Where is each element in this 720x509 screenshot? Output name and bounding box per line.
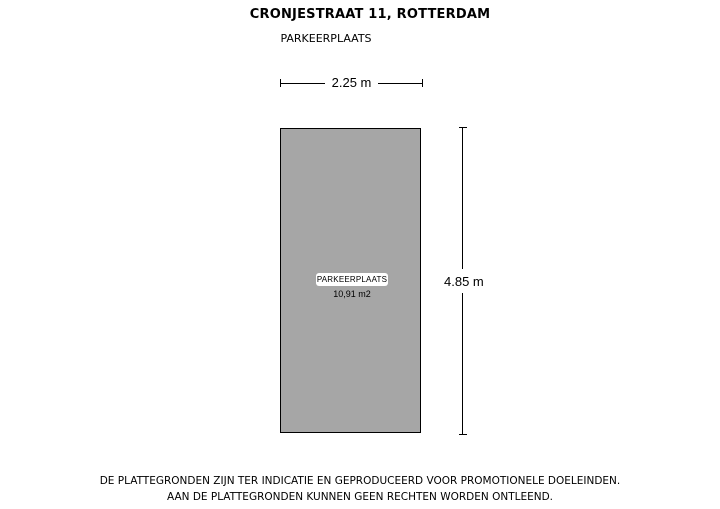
height-dimension-label: 4.85 m [444, 274, 484, 289]
height-dimension-tick-top [459, 127, 467, 128]
floor-subtitle: PARKEERPLAATS [280, 32, 372, 45]
room-area-label: 10,91 m2 [333, 289, 371, 299]
disclaimer [0, 473, 720, 505]
height-dimension-line-top [462, 128, 463, 269]
width-dimension-label: 2.25 m [331, 75, 372, 90]
page-title: CRONJESTRAAT 11, ROTTERDAM [249, 7, 491, 22]
height-dimension-line-bottom [462, 293, 463, 434]
width-dimension [280, 74, 423, 92]
disclaimer-line-1: DE PLATTEGRONDEN ZIJN TER INDICATIE EN GEPRODUCEERD VOOR PROMOTIONELE DOELEINDEN. [99, 475, 621, 487]
width-dimension-tick-right [422, 79, 423, 87]
disclaimer-line-2: AAN DE PLATTEGRONDEN KUNNEN GEEN RECHTEN WORDEN ONTLEEND. [166, 491, 554, 503]
room-name-badge: PARKEERPLAATS [316, 275, 388, 284]
height-dimension-tick-bottom [459, 434, 467, 435]
width-dimension-line-right [378, 83, 422, 84]
